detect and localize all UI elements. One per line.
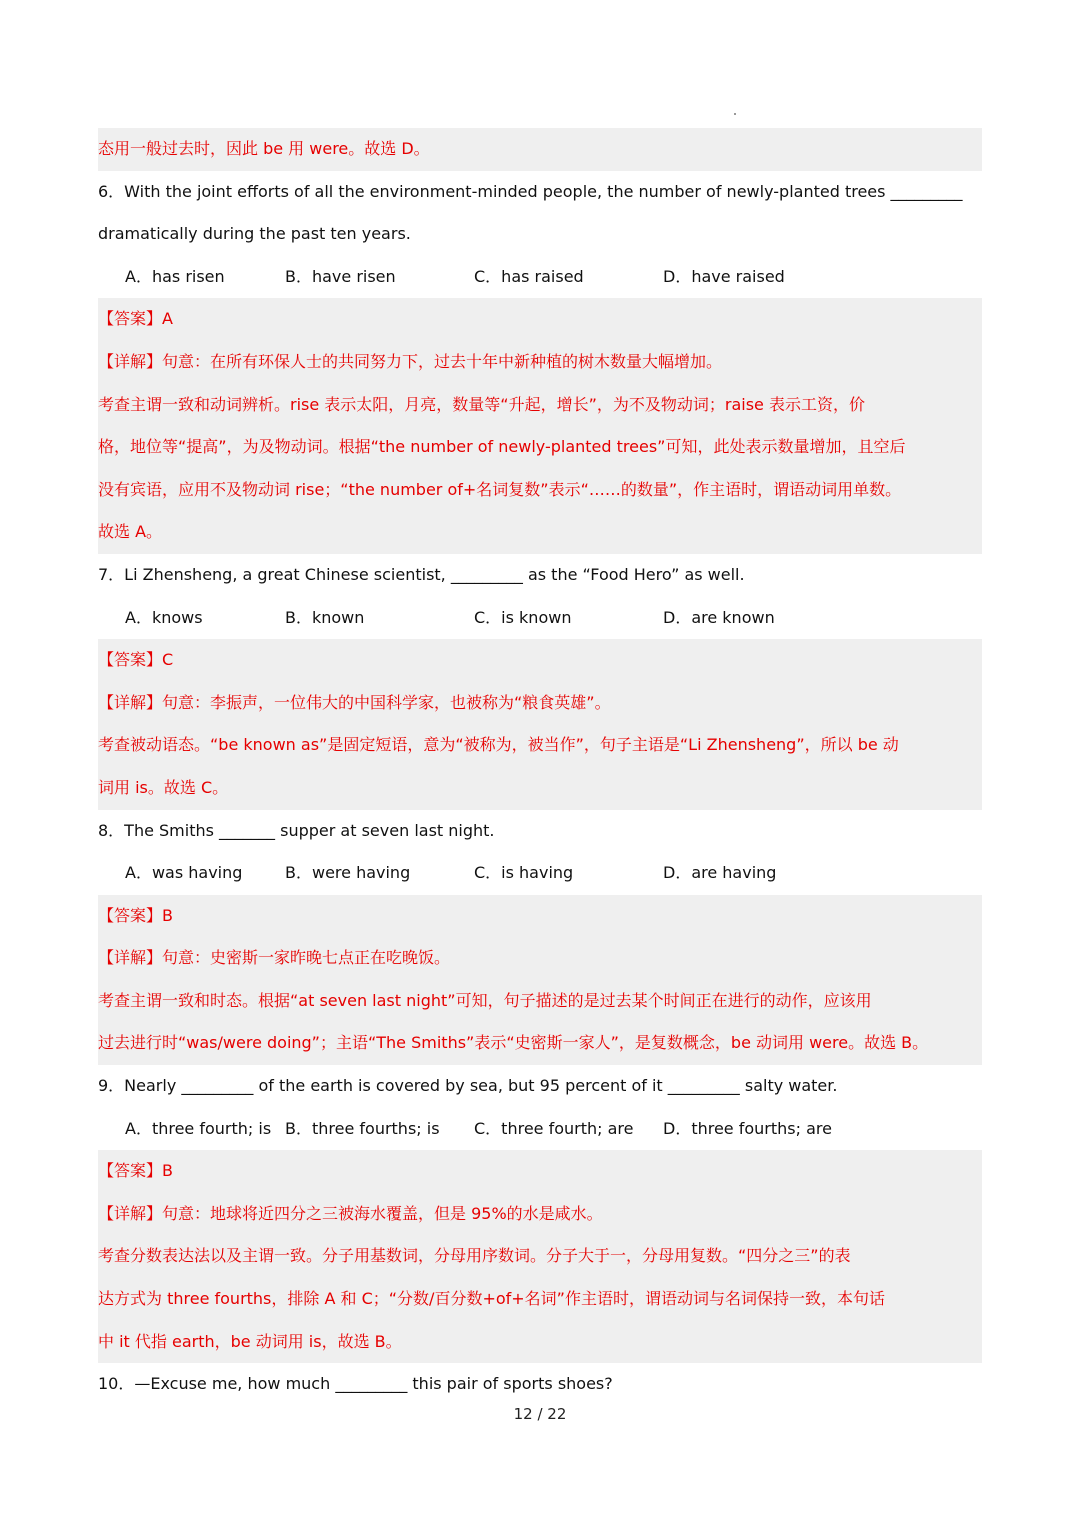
option-row (98, 852, 982, 895)
question-stem: 7．Li Zhensheng, a great Chinese scientist, _________ as the “Food Hero” as well. (98, 564, 745, 584)
option-row (98, 256, 982, 299)
option-a: A．has risen (125, 266, 225, 286)
analysis-line: 考查主谓一致和动词辨析。rise 表示太阳，月亮，数量等“升起，增长”，为不及物动词；raise 表示工资，价 (98, 394, 865, 414)
answer-explanation-block (98, 639, 982, 809)
analysis-line: 考查分数表达法以及主谓一致。分子用基数词，分母用序数词。分子大于一，分母用复数。“四分之三”的表 (98, 1246, 851, 1266)
option-c: C．three fourth; are (474, 1118, 634, 1138)
question-stem: 6．With the joint efforts of all the environment-minded people, the number of newly-planted trees _________ (98, 181, 963, 201)
option-c: C．is known (474, 607, 572, 627)
scan-dot (734, 113, 736, 115)
option-b: B．three fourths; is (285, 1118, 440, 1138)
answer-explanation-block (98, 1150, 982, 1363)
question-block-9 (98, 1065, 982, 1363)
analysis-line: 格，地位等“提高”，为及物动词。根据“the number of newly-planted trees”可知，此处表示数量增加，且空后 (98, 437, 906, 457)
analysis-line: 没有宾语，应用不及物动词 rise；“the number of+名词复数”表示“……的数量”，作主语时，谓语动词用单数。 (98, 479, 902, 499)
sentence-meaning: 【详解】句意：史密斯一家昨晚七点正在吃晚饭。 (98, 948, 451, 968)
question-stem-10: 10．—Excuse me, how much _________ this pair of sports shoes? (98, 1374, 613, 1394)
answer-line: 【答案】B (98, 1161, 173, 1181)
previous-explanation-tail: 态用一般过去时，因此 be 用 were。故选 D。 (98, 128, 982, 171)
option-c: C．is having (474, 863, 574, 883)
option-a: A．knows (125, 607, 203, 627)
answer-line: 【答案】A (98, 309, 173, 329)
question-block-7 (98, 554, 982, 810)
question-stem: 9．Nearly _________ of the earth is covered by sea, but 95 percent of it _________ salty water. (98, 1076, 838, 1096)
page-content (98, 128, 982, 1406)
question-stem-continued: dramatically during the past ten years. (98, 224, 411, 244)
option-row (98, 597, 982, 640)
option-d: D．are known (663, 607, 775, 627)
question-block-6 (98, 171, 982, 554)
option-d: D．are having (663, 863, 777, 883)
analysis-line: 故选 A。 (98, 522, 163, 542)
analysis-line: 达方式为 three fourths，排除 A 和 C；“分数/百分数+of+名词”作主语时，谓语动词与名词保持一致，本句话 (98, 1289, 885, 1309)
option-a: A．was having (125, 863, 243, 883)
answer-explanation-block (98, 895, 982, 1065)
option-d: D．three fourths; are (663, 1118, 832, 1138)
answer-line: 【答案】B (98, 905, 173, 925)
option-b: B．were having (285, 863, 411, 883)
answer-line: 【答案】C (98, 650, 174, 670)
analysis-line: 词用 is。故选 C。 (98, 777, 229, 797)
page-number: 12 / 22 (513, 1405, 567, 1423)
option-d: D．have raised (663, 266, 785, 286)
question-stem: 8．The Smiths _______ supper at seven last night. (98, 820, 495, 840)
question-block-8 (98, 810, 982, 1066)
option-b: B．known (285, 607, 365, 627)
sentence-meaning: 【详解】句意：李振声，一位伟大的中国科学家，也被称为“粮食英雄”。 (98, 692, 611, 712)
analysis-line: 考查被动语态。“be known as”是固定短语，意为“被称为，被当作”，句子主语是“Li Zhensheng”，所以 be 动 (98, 735, 899, 755)
option-row (98, 1108, 982, 1151)
analysis-line: 考查主谓一致和时态。根据“at seven last night”可知，句子描述的是过去某个时间正在进行的动作，应该用 (98, 990, 872, 1010)
sentence-meaning: 【详解】句意：在所有环保人士的共同努力下，过去十年中新种植的树木数量大幅增加。 (98, 351, 723, 371)
sentence-meaning: 【详解】句意：地球将近四分之三被海水覆盖，但是 95%的水是咸水。 (98, 1203, 603, 1223)
answer-explanation-block (98, 298, 982, 554)
option-b: B．have risen (285, 266, 396, 286)
option-a: A．three fourth; is (125, 1118, 272, 1138)
option-c: C．has raised (474, 266, 584, 286)
analysis-line: 过去进行时“was/were doing”；主语“The Smiths”表示“史密斯一家人”，是复数概念，be 动词用 were。故选 B。 (98, 1033, 929, 1053)
analysis-line: 中 it 代指 earth，be 动词用 is，故选 B。 (98, 1331, 402, 1351)
